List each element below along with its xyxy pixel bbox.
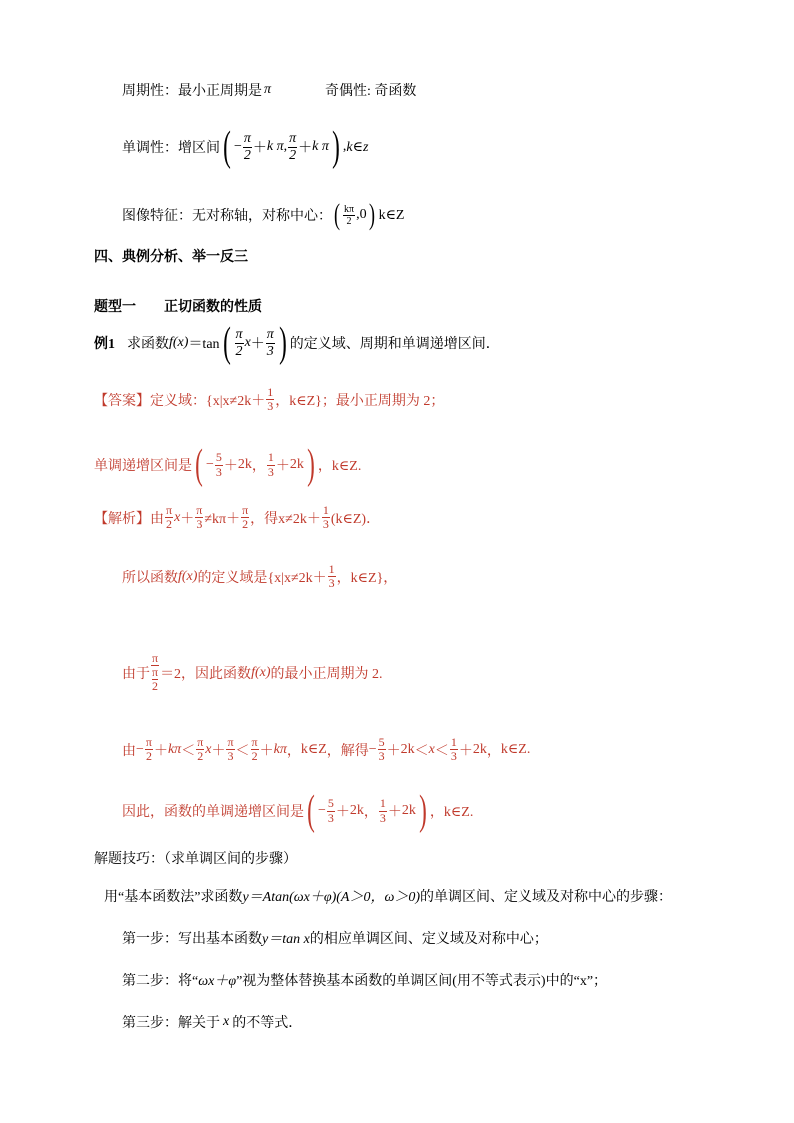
example-1: 例1 求函数 f(x) ＝tan ( $\frac{\pi}{2}$ x ＋ $\frac{\pi}{3}$ ) 的定义域、周期和单调递增区间．: [94, 320, 500, 366]
tips-title: 解题技巧：（求单调区间的步骤）: [94, 852, 297, 867]
one-third-fraction: $\frac{1}{3}$: [379, 796, 386, 825]
one-third-fraction: $\frac{1}{3}$: [267, 450, 274, 479]
answer-mono-line: 单调递增区间是 ( − $\frac{5}{3}$ ＋ 2k ， $\frac{1}{3}$ ＋ 2k ) ，k∈Z.: [94, 442, 362, 488]
pi-over-pi-half-fraction: π π 2: [152, 651, 159, 694]
five-thirds-fraction: $\frac{5}{3}$: [215, 450, 222, 479]
analysis-line-4: 由 − $\frac{\pi}{2}$ ＋ kπ ＜ $\frac{\pi}{2}$ x ＋ $\frac{\pi}{3}$ ＜ $\frac{\pi}{2}$ ＋ kπ ， k∈Z ，解得 − $\frac{5}{3}$ ＋ 2k ＜ x ＜ $\frac{1}{3}$ ＋ 2k ， k∈Z .: [122, 735, 531, 764]
one-third-fraction: $\frac{1}{3}$: [267, 385, 274, 414]
tips-step-1: 第一步：写出基本函数 y＝tan x 的相应单调区间、定义域及对称中心；: [122, 932, 548, 947]
five-thirds-fraction: $\frac{5}{3}$: [378, 735, 385, 764]
pi-over-2-fraction: $\frac{\pi}{2}$: [289, 131, 297, 163]
pi-over-2-fraction: $\frac{\pi}{2}$: [242, 503, 249, 532]
pi-over-2-fraction: $\frac{\pi}{2}$: [243, 131, 251, 163]
analysis-line-1: 【解析】 由 $\frac{\pi}{2}$ x ＋ $\frac{\pi}{3}$ ≠kπ＋ $\frac{\pi}{2}$ ，得 x≠2k＋ $\frac{1}{3}$ (k∈Z)．: [94, 503, 381, 532]
one-third-fraction: $\frac{1}{3}$: [450, 735, 457, 764]
pi-over-2-fraction: $\frac{\pi}{2}$: [235, 327, 243, 359]
pi-over-3-fraction: $\frac{\pi}{3}$: [196, 503, 203, 532]
pi-over-2-fraction: $\frac{\pi}{2}$: [145, 735, 152, 764]
monotonicity-line: 单调性：增区间 ( − $\frac{\pi}{2}$ ＋ k π , $\frac{\pi}{2}$ ＋ k π ) , k∈z: [122, 124, 369, 170]
one-third-fraction: $\frac{1}{3}$: [322, 503, 329, 532]
five-thirds-fraction: $\frac{5}{3}$: [327, 796, 334, 825]
image-feature-line: 图像特征：无对称轴，对称中心： ( $\frac{k\pi}{2}$ , 0 ) k∈Z: [122, 198, 405, 231]
analysis-line-3: 由于 π π 2 ＝2，因此函数 f(x) 的最小正周期为 2.: [122, 651, 383, 694]
analysis-line-2: 所以函数 f(x) 的定义域是 {x|x≠2k＋ $\frac{1}{3}$ ，k∈Z} ，: [122, 562, 398, 591]
one-third-fraction: $\frac{1}{3}$: [328, 562, 335, 591]
kpi-over-2-fraction: $\frac{k\pi}{2}$: [344, 203, 355, 227]
analysis-line-5: 因此，函数的单调递增区间是 ( − $\frac{5}{3}$ ＋ 2k ， $\frac{1}{3}$ ＋ 2k ) ，k∈Z.: [122, 788, 474, 834]
pi-over-2-fraction: $\frac{\pi}{2}$: [166, 503, 173, 532]
pi-over-2-fraction: $\frac{\pi}{2}$: [197, 735, 204, 764]
pi-over-3-fraction: $\frac{\pi}{3}$: [227, 735, 234, 764]
tips-step-3: 第三步：解关于 x 的不等式．: [122, 1014, 303, 1031]
tips-step-2: 第二步：将“ ωx＋φ ”视为整体替换基本函数的单调区间(用不等式表示)中的“x”；: [122, 974, 608, 989]
tips-intro: 用“基本函数法”求函数 y＝Atan(ωx＋φ)(A＞0，ω＞0) 的单调区间、定义域及对称中心的步骤：: [104, 890, 673, 905]
type-title: 题型一 正切函数的性质: [94, 300, 262, 315]
pi-over-2-fraction: $\frac{\pi}{2}$: [251, 735, 258, 764]
periodicity-line: 周期性：最小正周期是 π 奇偶性: 奇函数: [122, 82, 417, 99]
answer-domain-line: 【答案】 定义域： {x|x≠2k＋ $\frac{1}{3}$ ，k∈Z} ；最小正周期为 2；: [94, 385, 445, 414]
pi-over-3-fraction: $\frac{\pi}{3}$: [266, 327, 274, 359]
section-title: 四、典例分析、举一反三: [94, 250, 248, 265]
